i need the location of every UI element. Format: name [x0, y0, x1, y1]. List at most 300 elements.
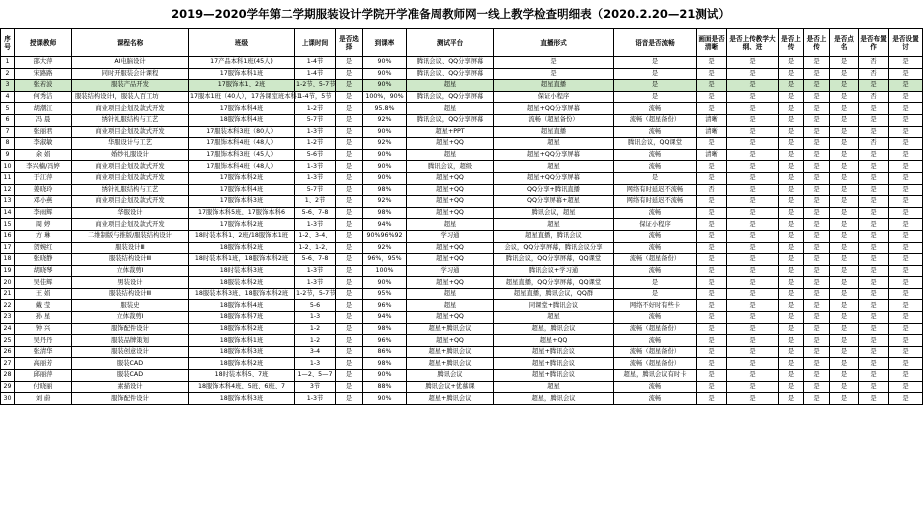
table-cell[interactable]: 是: [859, 161, 889, 173]
table-cell[interactable]: 超星+QQ分享屏幕: [494, 103, 614, 115]
table-cell[interactable]: 是: [697, 196, 727, 208]
table-cell[interactable]: 是: [889, 242, 923, 254]
table-cell[interactable]: 是: [727, 91, 779, 103]
table-cell[interactable]: 是: [336, 196, 363, 208]
table-cell[interactable]: 腾讯会议、QQ分享屏幕: [407, 57, 494, 69]
table-cell[interactable]: 是: [614, 277, 697, 289]
table-cell[interactable]: 是: [727, 184, 779, 196]
table-cell[interactable]: 是: [804, 219, 830, 231]
table-cell[interactable]: 是: [697, 68, 727, 80]
table-cell[interactable]: 是: [336, 312, 363, 324]
table-cell[interactable]: 是: [804, 184, 830, 196]
table-cell[interactable]: 是: [727, 149, 779, 161]
table-cell[interactable]: 服装史: [72, 300, 189, 312]
table-cell[interactable]: 1-3节: [295, 219, 336, 231]
table-cell[interactable]: 刘 蔚: [15, 393, 72, 405]
table-cell[interactable]: 90%: [363, 370, 407, 382]
table-cell[interactable]: 17服饰本1、2班: [189, 80, 295, 92]
table-cell[interactable]: 否: [697, 184, 727, 196]
table-cell[interactable]: 是: [779, 126, 804, 138]
table-cell[interactable]: 是: [779, 254, 804, 266]
table-cell[interactable]: 是: [859, 381, 889, 393]
table-cell[interactable]: 是: [727, 242, 779, 254]
table-cell[interactable]: 是: [336, 114, 363, 126]
table-cell[interactable]: 1-2: [295, 335, 336, 347]
table-cell[interactable]: 是: [336, 277, 363, 289]
table-cell[interactable]: 是: [804, 80, 830, 92]
table-cell[interactable]: 是: [830, 242, 859, 254]
table-cell[interactable]: 是: [336, 91, 363, 103]
table-cell[interactable]: 27: [1, 358, 15, 370]
table-cell[interactable]: 服装结构设计Ⅰ，服装人百工坊: [72, 91, 189, 103]
table-cell[interactable]: 是: [889, 219, 923, 231]
table-cell[interactable]: 是: [830, 219, 859, 231]
table-cell[interactable]: 98%: [363, 358, 407, 370]
table-cell[interactable]: 是: [697, 219, 727, 231]
table-cell[interactable]: 18服饰本科2班: [189, 323, 295, 335]
table-cell[interactable]: 是: [727, 80, 779, 92]
table-cell[interactable]: 25: [1, 335, 15, 347]
table-cell[interactable]: 18时装本科1、2班/18服饰本1班: [189, 230, 295, 242]
table-cell[interactable]: 是: [779, 242, 804, 254]
table-cell[interactable]: 是: [859, 149, 889, 161]
table-cell[interactable]: 是: [830, 300, 859, 312]
table-cell[interactable]: 商业项目企划及款式开发: [72, 172, 189, 184]
table-cell[interactable]: 周 婷: [15, 219, 72, 231]
table-cell[interactable]: 腾讯会议、QQ分享屏幕: [407, 68, 494, 80]
table-cell[interactable]: 是: [779, 57, 804, 69]
table-cell[interactable]: 是: [779, 219, 804, 231]
table-cell[interactable]: 是: [727, 265, 779, 277]
table-cell[interactable]: 是: [830, 114, 859, 126]
table-cell[interactable]: 服装结构设计Ⅲ: [72, 288, 189, 300]
table-cell[interactable]: 超星+QQ: [494, 335, 614, 347]
table-cell[interactable]: 是: [697, 335, 727, 347]
table-cell[interactable]: 清晰: [697, 126, 727, 138]
table-cell[interactable]: 是: [804, 126, 830, 138]
table-cell[interactable]: 是: [859, 230, 889, 242]
table-cell[interactable]: 92%: [363, 196, 407, 208]
table-cell[interactable]: 是: [697, 91, 727, 103]
table-cell[interactable]: 是: [889, 312, 923, 324]
table-cell[interactable]: AI电脑设计: [72, 57, 189, 69]
table-cell[interactable]: 是: [830, 323, 859, 335]
table-cell[interactable]: 流畅: [614, 230, 697, 242]
table-cell[interactable]: 是: [697, 381, 727, 393]
table-cell[interactable]: 是: [697, 277, 727, 289]
table-cell[interactable]: 超星: [407, 288, 494, 300]
table-cell[interactable]: 流畅: [614, 393, 697, 405]
table-cell[interactable]: 17服饰本科3班: [189, 196, 295, 208]
table-cell[interactable]: 网络有时延迟不流畅: [614, 184, 697, 196]
table-cell[interactable]: 94%: [363, 219, 407, 231]
table-cell[interactable]: 3节: [295, 381, 336, 393]
table-cell[interactable]: 李兴楠/冯婷: [15, 161, 72, 173]
table-cell[interactable]: 18服装本科3班、18服饰本科2班: [189, 288, 295, 300]
table-cell[interactable]: 清晰: [697, 114, 727, 126]
table-cell[interactable]: 是: [830, 196, 859, 208]
table-cell[interactable]: 是: [779, 172, 804, 184]
table-cell[interactable]: 余 娟: [15, 149, 72, 161]
table-cell[interactable]: 是: [779, 358, 804, 370]
table-cell[interactable]: 22: [1, 300, 15, 312]
table-cell[interactable]: 是: [727, 161, 779, 173]
table-cell[interactable]: 商业项目企划及款式开发: [72, 103, 189, 115]
table-cell[interactable]: 18服饰本科2班: [189, 242, 295, 254]
table-cell[interactable]: 96%: [363, 300, 407, 312]
table-cell[interactable]: 5-7节: [295, 184, 336, 196]
table-cell[interactable]: 是: [697, 312, 727, 324]
table-cell[interactable]: 服装品牌策划: [72, 335, 189, 347]
table-cell[interactable]: 超星直播，腾讯会议: [494, 230, 614, 242]
table-cell[interactable]: 是: [697, 346, 727, 358]
table-cell[interactable]: 是: [830, 126, 859, 138]
table-cell[interactable]: 21: [1, 288, 15, 300]
table-cell[interactable]: 服装CAD: [72, 370, 189, 382]
table-cell[interactable]: 商业项目企划及款式开发: [72, 161, 189, 173]
table-cell[interactable]: 是: [697, 300, 727, 312]
table-cell[interactable]: 是: [804, 242, 830, 254]
table-cell[interactable]: 90%: [363, 393, 407, 405]
table-cell[interactable]: 是: [859, 358, 889, 370]
table-cell[interactable]: 是: [779, 346, 804, 358]
table-cell[interactable]: 是: [614, 288, 697, 300]
table-cell[interactable]: 流畅（超星备份）: [614, 114, 697, 126]
table-cell[interactable]: 流畅: [614, 149, 697, 161]
table-cell[interactable]: 流畅（超星备份）: [614, 346, 697, 358]
table-cell[interactable]: 是: [804, 358, 830, 370]
table-cell[interactable]: 12: [1, 184, 15, 196]
table-cell[interactable]: 17服饰本科4班: [189, 103, 295, 115]
table-cell[interactable]: 是: [779, 68, 804, 80]
table-cell[interactable]: 是: [859, 288, 889, 300]
table-cell[interactable]: 是: [889, 68, 923, 80]
table-cell[interactable]: 是: [779, 265, 804, 277]
table-cell[interactable]: 是: [804, 393, 830, 405]
table-cell[interactable]: 戴 莹: [15, 300, 72, 312]
table-cell[interactable]: 是: [804, 114, 830, 126]
table-cell[interactable]: 服装产品开发: [72, 80, 189, 92]
table-cell[interactable]: 18服饰本科3班: [189, 393, 295, 405]
table-cell[interactable]: 2: [1, 68, 15, 80]
table-cell[interactable]: 是: [727, 230, 779, 242]
table-cell[interactable]: 是: [727, 393, 779, 405]
table-cell[interactable]: 18服饰本科3班: [189, 346, 295, 358]
table-cell[interactable]: 是: [859, 346, 889, 358]
table-cell[interactable]: 学习通: [407, 230, 494, 242]
table-cell[interactable]: 是: [336, 184, 363, 196]
table-cell[interactable]: 是: [779, 138, 804, 150]
table-cell[interactable]: 17服饰本科5班、17服饰本科6: [189, 207, 295, 219]
table-cell[interactable]: 是: [727, 126, 779, 138]
table-cell[interactable]: 超星: [407, 103, 494, 115]
table-cell[interactable]: 是: [336, 161, 363, 173]
table-cell[interactable]: 是: [830, 103, 859, 115]
table-cell[interactable]: 流畅: [614, 126, 697, 138]
table-cell[interactable]: 17服饰本科4班: [189, 184, 295, 196]
table-cell[interactable]: 是: [889, 91, 923, 103]
table-cell[interactable]: 100%: [363, 265, 407, 277]
table-cell[interactable]: 1-3节: [295, 265, 336, 277]
table-cell[interactable]: 是: [727, 103, 779, 115]
table-cell[interactable]: 是: [779, 370, 804, 382]
table-cell[interactable]: 是: [804, 254, 830, 266]
table-cell[interactable]: 华服设计: [72, 207, 189, 219]
table-cell[interactable]: 5-6、7-8: [295, 207, 336, 219]
table-cell[interactable]: 24: [1, 323, 15, 335]
table-cell[interactable]: 90%: [363, 80, 407, 92]
table-cell[interactable]: 28: [1, 370, 15, 382]
table-cell[interactable]: 超星: [407, 219, 494, 231]
table-cell[interactable]: 是: [336, 254, 363, 266]
table-cell[interactable]: 超星+腾讯会议: [494, 346, 614, 358]
table-cell[interactable]: 18服饰本科4班、5班、6班、7: [189, 381, 295, 393]
table-cell[interactable]: 是: [889, 277, 923, 289]
table-cell[interactable]: 超星+QQ: [407, 196, 494, 208]
table-cell[interactable]: 清晰: [697, 149, 727, 161]
table-cell[interactable]: 流畅: [614, 242, 697, 254]
table-cell[interactable]: 11: [1, 172, 15, 184]
table-cell[interactable]: 是: [804, 172, 830, 184]
table-cell[interactable]: 29: [1, 381, 15, 393]
table-cell[interactable]: 是: [859, 184, 889, 196]
table-cell[interactable]: 17产品本科1班(45人): [189, 57, 295, 69]
table-cell[interactable]: 孙 星: [15, 312, 72, 324]
table-cell[interactable]: 是: [859, 265, 889, 277]
table-cell[interactable]: 绣针礼服结构与工艺: [72, 184, 189, 196]
table-cell[interactable]: 是: [336, 242, 363, 254]
table-cell[interactable]: 1-3节: [295, 126, 336, 138]
table-cell[interactable]: 是: [336, 265, 363, 277]
table-cell[interactable]: 是: [697, 288, 727, 300]
table-cell[interactable]: 超星+QQ: [407, 207, 494, 219]
table-cell[interactable]: 超星直播，腾讯会议，QQ群: [494, 288, 614, 300]
table-cell[interactable]: 超星+腾讯会议: [407, 346, 494, 358]
table-cell[interactable]: 是: [697, 370, 727, 382]
table-cell[interactable]: 立体裁剪Ⅰ: [72, 265, 189, 277]
table-cell[interactable]: 超星直播: [494, 126, 614, 138]
table-cell[interactable]: 是: [779, 381, 804, 393]
table-cell[interactable]: 是: [889, 381, 923, 393]
table-cell[interactable]: 是: [336, 207, 363, 219]
table-cell[interactable]: 17服饰本科2班: [189, 172, 295, 184]
table-cell[interactable]: 是: [697, 242, 727, 254]
table-cell[interactable]: 是: [614, 68, 697, 80]
table-cell[interactable]: 方 琳: [15, 230, 72, 242]
table-cell[interactable]: 是: [859, 254, 889, 266]
table-cell[interactable]: 是: [859, 393, 889, 405]
table-cell[interactable]: 是: [336, 370, 363, 382]
table-cell[interactable]: 腾讯会议，QQ分享屏幕: [407, 91, 494, 103]
table-cell[interactable]: 是: [859, 126, 889, 138]
table-cell[interactable]: 3: [1, 80, 15, 92]
table-cell[interactable]: 保证小程序: [494, 91, 614, 103]
table-cell[interactable]: 是: [336, 300, 363, 312]
table-cell[interactable]: 是: [889, 149, 923, 161]
table-cell[interactable]: 是: [697, 254, 727, 266]
table-cell[interactable]: 90%: [363, 57, 407, 69]
table-cell[interactable]: 15: [1, 219, 15, 231]
table-cell[interactable]: 否: [859, 68, 889, 80]
table-cell[interactable]: 98%: [363, 207, 407, 219]
table-cell[interactable]: 超星+QQ: [407, 335, 494, 347]
table-cell[interactable]: 是: [697, 138, 727, 150]
table-cell[interactable]: 是: [804, 230, 830, 242]
table-cell[interactable]: 18服饰本科2班: [189, 358, 295, 370]
table-cell[interactable]: 23: [1, 312, 15, 324]
table-cell[interactable]: 华服设计与工艺: [72, 138, 189, 150]
table-cell[interactable]: 是: [804, 196, 830, 208]
table-cell[interactable]: 邱丽萍: [15, 370, 72, 382]
table-cell[interactable]: 是: [727, 196, 779, 208]
table-cell[interactable]: 是: [859, 335, 889, 347]
table-cell[interactable]: 1-3节: [295, 172, 336, 184]
table-cell[interactable]: 流畅（超星备份）: [614, 358, 697, 370]
table-cell[interactable]: 是: [336, 346, 363, 358]
table-cell[interactable]: 是: [889, 126, 923, 138]
table-cell[interactable]: 是: [889, 335, 923, 347]
table-cell[interactable]: 96%: [363, 335, 407, 347]
table-cell[interactable]: 是: [804, 68, 830, 80]
table-cell[interactable]: 是: [727, 381, 779, 393]
table-cell[interactable]: 是: [889, 288, 923, 300]
table-cell[interactable]: 94%: [363, 312, 407, 324]
table-cell[interactable]: 绣针礼服结构与工艺: [72, 114, 189, 126]
table-cell[interactable]: 胡潮江: [15, 103, 72, 115]
table-cell[interactable]: 商业项目企划及款式开发: [72, 196, 189, 208]
table-cell[interactable]: 是: [779, 161, 804, 173]
table-cell[interactable]: 是: [889, 207, 923, 219]
table-cell[interactable]: 90%: [363, 161, 407, 173]
table-cell[interactable]: 是: [336, 138, 363, 150]
table-cell[interactable]: 是: [859, 103, 889, 115]
table-cell[interactable]: 超星+QQ分享屏幕: [494, 172, 614, 184]
table-cell[interactable]: 是: [889, 254, 923, 266]
table-cell[interactable]: 是: [779, 149, 804, 161]
table-cell[interactable]: 是: [779, 80, 804, 92]
table-cell[interactable]: 是: [804, 265, 830, 277]
table-cell[interactable]: 是: [804, 288, 830, 300]
table-cell[interactable]: 1-4节，5节: [295, 91, 336, 103]
table-cell[interactable]: 是: [336, 68, 363, 80]
table-cell[interactable]: 是: [889, 300, 923, 312]
table-cell[interactable]: 是: [336, 381, 363, 393]
table-cell[interactable]: 超星+QQ: [407, 312, 494, 324]
table-cell[interactable]: 同课堂+腾讯会议: [494, 300, 614, 312]
table-cell[interactable]: 是: [697, 358, 727, 370]
table-cell[interactable]: 是: [804, 335, 830, 347]
table-cell[interactable]: 9: [1, 149, 15, 161]
table-cell[interactable]: 是: [830, 138, 859, 150]
table-cell[interactable]: 是: [727, 219, 779, 231]
table-cell[interactable]: 是: [830, 288, 859, 300]
table-cell[interactable]: 18: [1, 254, 15, 266]
table-cell[interactable]: 是: [889, 138, 923, 150]
table-cell[interactable]: 超星: [494, 219, 614, 231]
table-cell[interactable]: 是: [727, 335, 779, 347]
table-cell[interactable]: 5-6、7-8: [295, 254, 336, 266]
table-cell[interactable]: 17服饰本科1班: [189, 68, 295, 80]
table-cell[interactable]: 钟 兴: [15, 323, 72, 335]
table-cell[interactable]: 是: [889, 184, 923, 196]
table-cell[interactable]: 是: [804, 370, 830, 382]
table-cell[interactable]: 是: [336, 288, 363, 300]
table-cell[interactable]: 是: [697, 57, 727, 69]
table-cell[interactable]: 是: [614, 57, 697, 69]
table-cell[interactable]: 是: [336, 103, 363, 115]
table-cell[interactable]: 是: [697, 80, 727, 92]
table-cell[interactable]: 是: [494, 68, 614, 80]
table-cell[interactable]: 1-4节: [295, 57, 336, 69]
table-cell[interactable]: 18服饰本科1班: [189, 335, 295, 347]
table-cell[interactable]: 会议，QQ分享屏幕，腾讯会议分享: [494, 242, 614, 254]
table-cell[interactable]: 17服装本科3班（80人）: [189, 126, 295, 138]
table-cell[interactable]: 16: [1, 230, 15, 242]
table-cell[interactable]: 腾讯会议+学习通: [494, 265, 614, 277]
table-cell[interactable]: 是: [804, 103, 830, 115]
table-cell[interactable]: 是: [859, 114, 889, 126]
table-cell[interactable]: 是: [697, 172, 727, 184]
table-cell[interactable]: 是: [779, 91, 804, 103]
table-cell[interactable]: 是: [889, 346, 923, 358]
table-cell[interactable]: 超星: [407, 149, 494, 161]
table-cell[interactable]: 是: [830, 207, 859, 219]
table-cell[interactable]: 腾讯会议: [407, 370, 494, 382]
table-cell[interactable]: 是: [614, 91, 697, 103]
table-cell[interactable]: 是: [727, 312, 779, 324]
table-cell[interactable]: 是: [859, 219, 889, 231]
table-cell[interactable]: 是: [830, 161, 859, 173]
table-cell[interactable]: 1-2节，5-7节: [295, 288, 336, 300]
table-cell[interactable]: 是: [830, 149, 859, 161]
table-cell[interactable]: 是: [859, 323, 889, 335]
table-cell[interactable]: 超星: [494, 161, 614, 173]
table-cell[interactable]: 5-6: [295, 300, 336, 312]
table-cell[interactable]: 学习通: [407, 265, 494, 277]
table-cell[interactable]: 1-3节: [295, 161, 336, 173]
table-cell[interactable]: 是: [830, 265, 859, 277]
table-cell[interactable]: 是: [697, 207, 727, 219]
table-cell[interactable]: 是: [779, 184, 804, 196]
table-cell[interactable]: 是: [727, 138, 779, 150]
table-cell[interactable]: 是: [859, 370, 889, 382]
table-cell[interactable]: 超星+腾讯会议: [407, 358, 494, 370]
table-cell[interactable]: 1-4节: [295, 68, 336, 80]
table-cell[interactable]: 是: [779, 288, 804, 300]
table-cell[interactable]: 是: [889, 172, 923, 184]
table-cell[interactable]: 98%: [363, 184, 407, 196]
table-cell[interactable]: 是: [804, 312, 830, 324]
table-cell[interactable]: 是: [859, 277, 889, 289]
table-cell[interactable]: 7: [1, 126, 15, 138]
table-cell[interactable]: 17服饰本科4班（48人）: [189, 138, 295, 150]
table-cell[interactable]: 是: [889, 103, 923, 115]
table-cell[interactable]: 超星: [407, 80, 494, 92]
table-cell[interactable]: 是: [727, 207, 779, 219]
table-cell[interactable]: 是: [889, 114, 923, 126]
table-cell[interactable]: 5: [1, 103, 15, 115]
table-cell[interactable]: 90%: [363, 277, 407, 289]
table-cell[interactable]: 腾讯会议，QQ分享屏幕，QQ课堂: [494, 254, 614, 266]
table-cell[interactable]: 超星+腾讯会议: [494, 370, 614, 382]
table-cell[interactable]: 是: [804, 323, 830, 335]
table-cell[interactable]: 17服饰本科2班: [189, 219, 295, 231]
table-cell[interactable]: 是: [727, 370, 779, 382]
table-cell[interactable]: 是: [336, 57, 363, 69]
table-cell[interactable]: 14: [1, 207, 15, 219]
table-cell[interactable]: 流畅: [614, 381, 697, 393]
table-cell[interactable]: 是: [697, 323, 727, 335]
